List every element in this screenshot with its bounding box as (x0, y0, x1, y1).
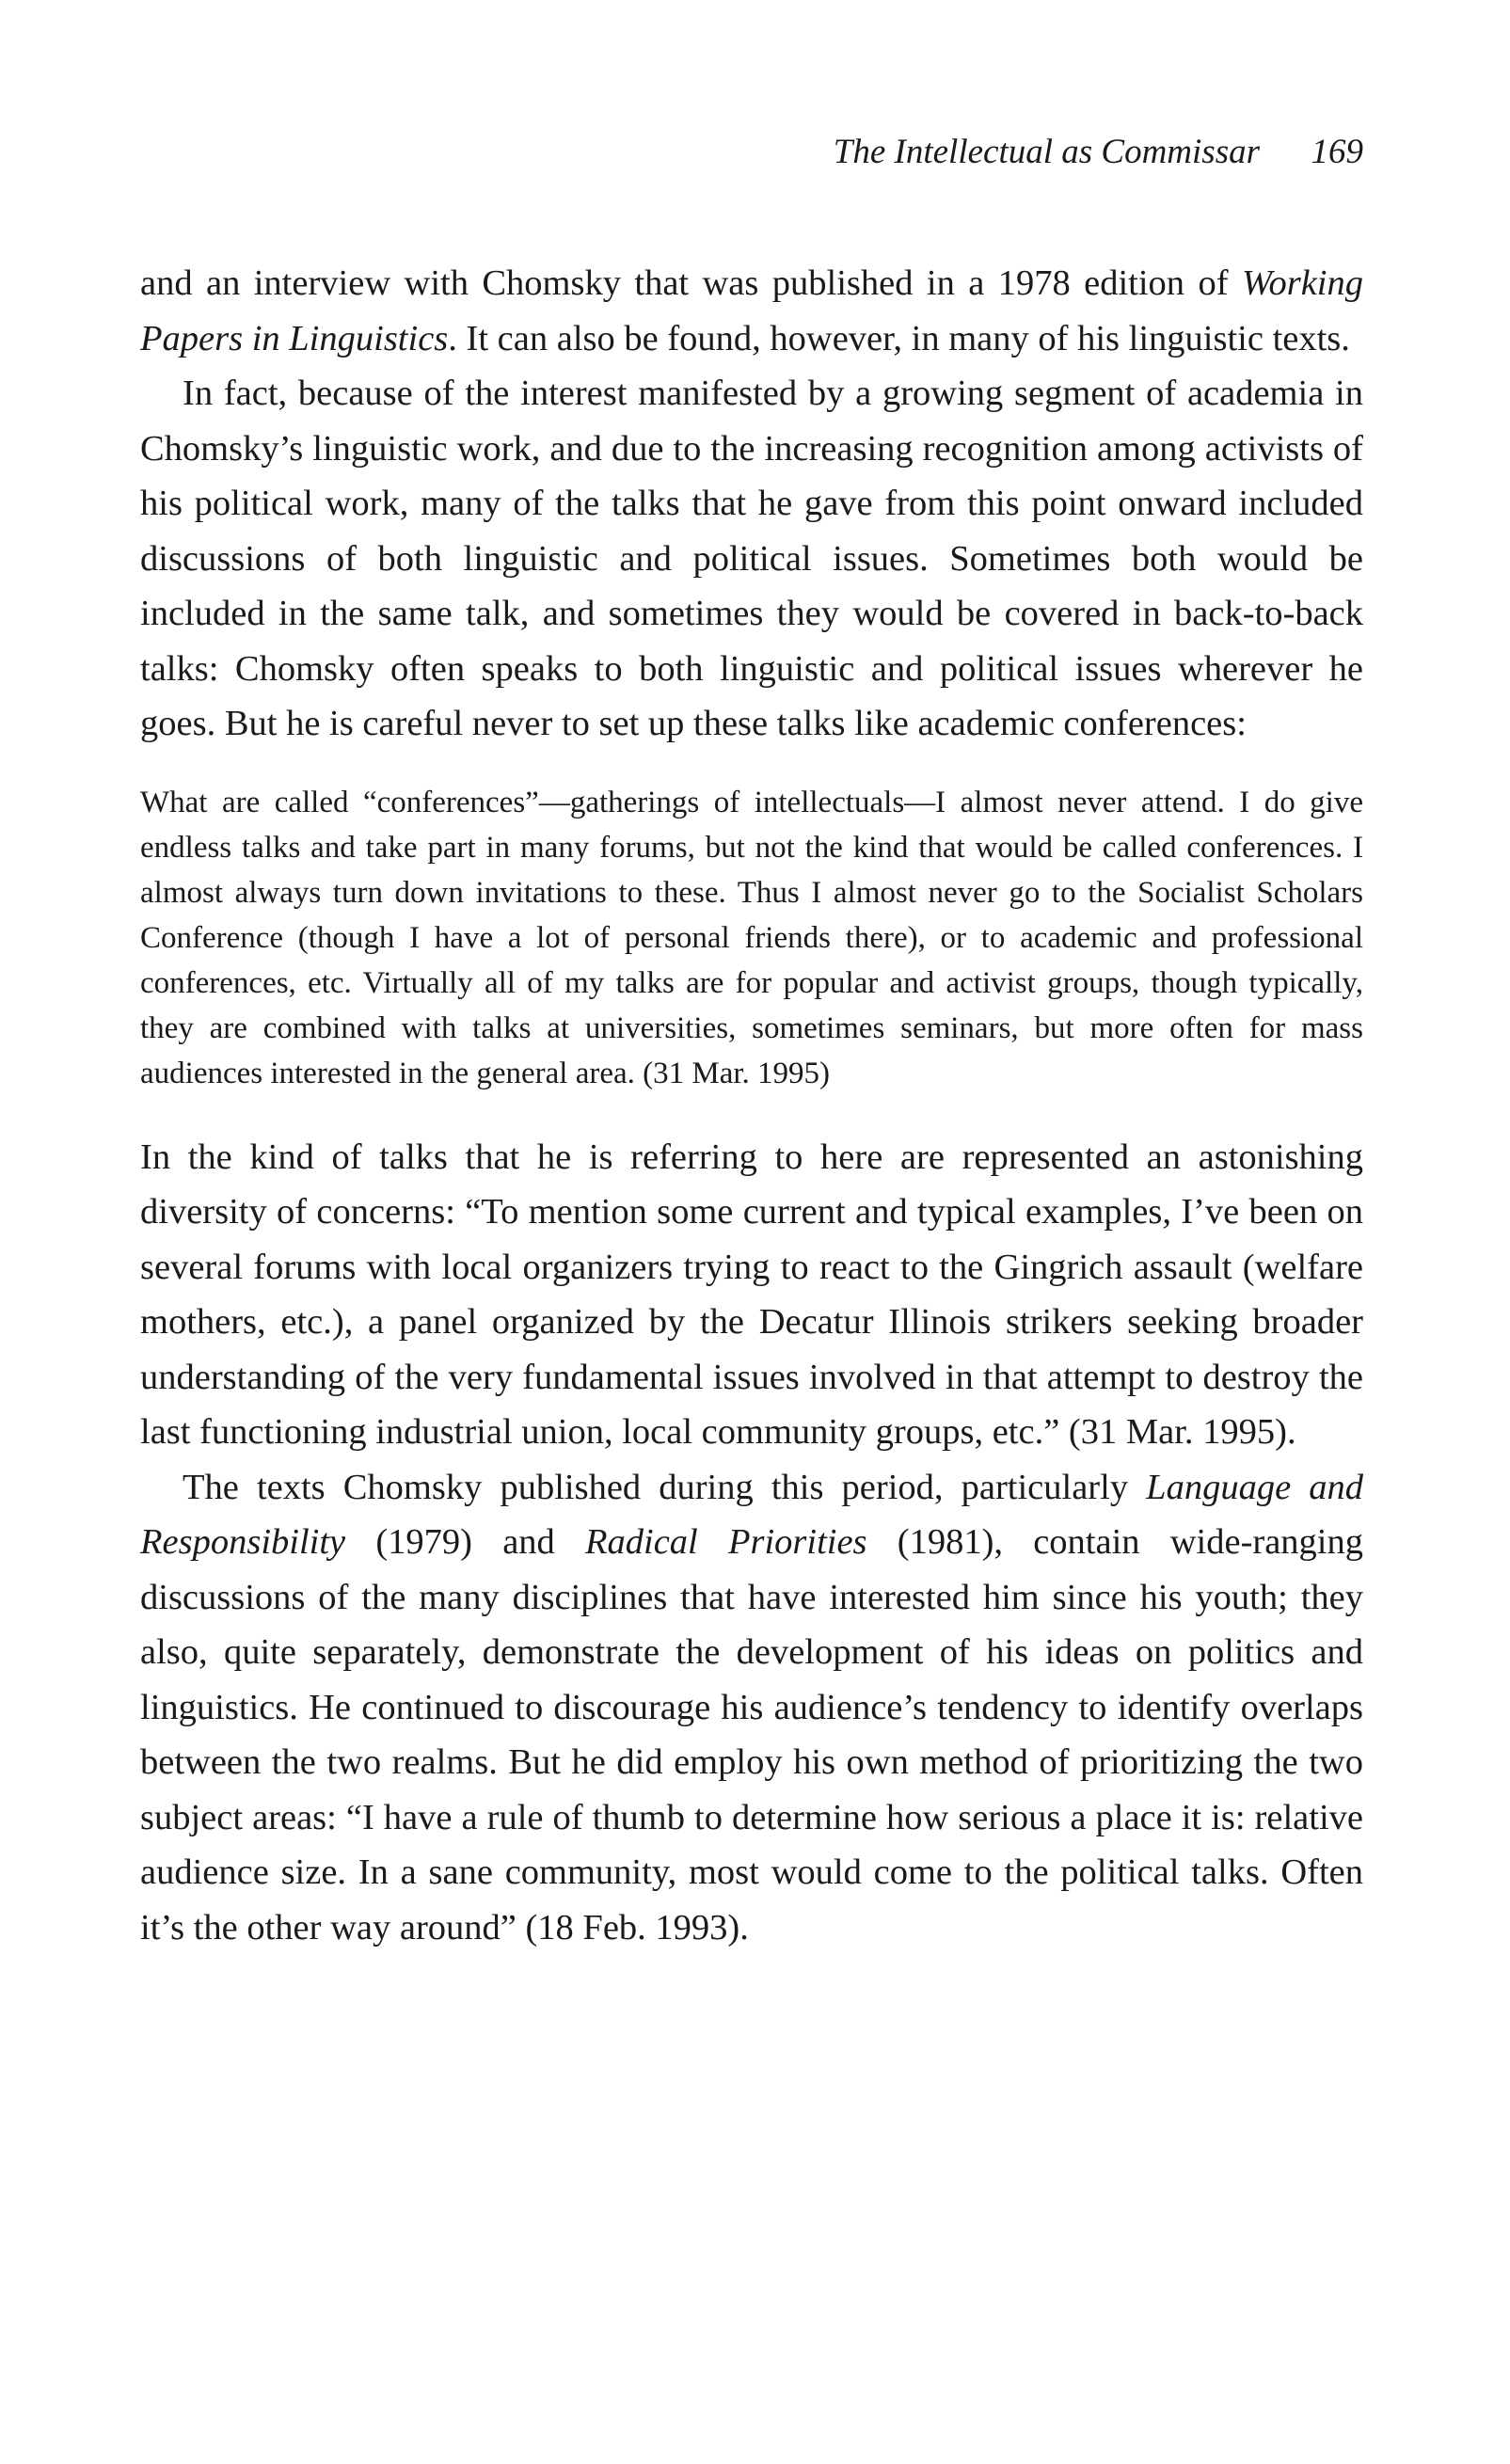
book-title-radical-priorities: Radical Priorities (585, 1522, 867, 1562)
book-title-language-responsibility: Language and Responsibility (140, 1467, 1363, 1562)
paragraph-4 (140, 1460, 1363, 1956)
paragraph-3: In the kind of talks that he is referring to here are represented an astonishing diversity of concerns: “To mention some current and typical examples, I’ve been on several forums with local organizers trying to react to the Gingrich assault (welfare mothers, etc.), a panel organized by the Decatur Illinois strikers seeking broader understanding of the very fundamental issues involved in that attempt to destroy the last functioning industrial union, local community groups, etc.” (31 Mar. 1995). (140, 1137, 1363, 1452)
paragraph-1-text-a: and an interview with Chomsky that was published in a 1978 edition of (140, 263, 1242, 303)
paragraph-2: In fact, because of the interest manifested by a growing segment of academia in Chomsky’s linguistic work, and due to the increasing recognition among activists of his political work, many of the talks that he gave from this point onward included discussions of both linguistic and political issues. Sometimes both would be included in the same talk, and sometimes they would be covered in back-to-back talks: Chomsky often speaks to both linguistic and political issues wherever he goes. But he is careful never to set up these talks like academic conferences: (140, 374, 1363, 743)
paragraph-4-text-a: The texts Chomsky published during this period, particularly (183, 1467, 1147, 1507)
block-quote: What are called “conferences”—gatherings of intellectuals—I almost never attend. I do give endless talks and take part in many forums, but not the kind that would be called conferences. I almost always turn down invitations to these. Thus I almost never go to the Socialist Scholars Conference (though I have a lot of personal friends there), or to academic and professional conferences, etc. Virtually all of my talks are for popular and activist groups, though typically, they are combined with talks at universities, sometimes seminars, but more often for mass audiences interested in the general area. (31 Mar. 1995) (140, 785, 1363, 1090)
paragraph-1-text-b: . It can also be found, however, in many of his linguistic texts. (448, 318, 1350, 358)
paragraph-1 (140, 256, 1363, 366)
paragraph-4-text-b: (1979) and (345, 1522, 585, 1562)
running-title: The Intellectual as Commissar (833, 133, 1260, 171)
journal-title: Working Papers in Linguistics (140, 263, 1363, 358)
paragraph-4-text-c: (1981), contain wide-ranging discussions of the many disciplines that have interested him since his youth; they also, quite separately, demonstrate the development of his ideas on politics and linguistics. He continued to discourage his audience’s tendency to identify overlaps between the two realms. But he did employ his own method of prioritizing the two subject areas: “I have a rule of thumb to determine how serious a place it is: relative audience size. In a sane community, most would come to the political talks. Often it’s the other way around” (18 Feb. 1993). (140, 1522, 1363, 1947)
page-number: 169 (1311, 133, 1363, 171)
book-page (140, 132, 1363, 1955)
running-head (140, 132, 1363, 188)
